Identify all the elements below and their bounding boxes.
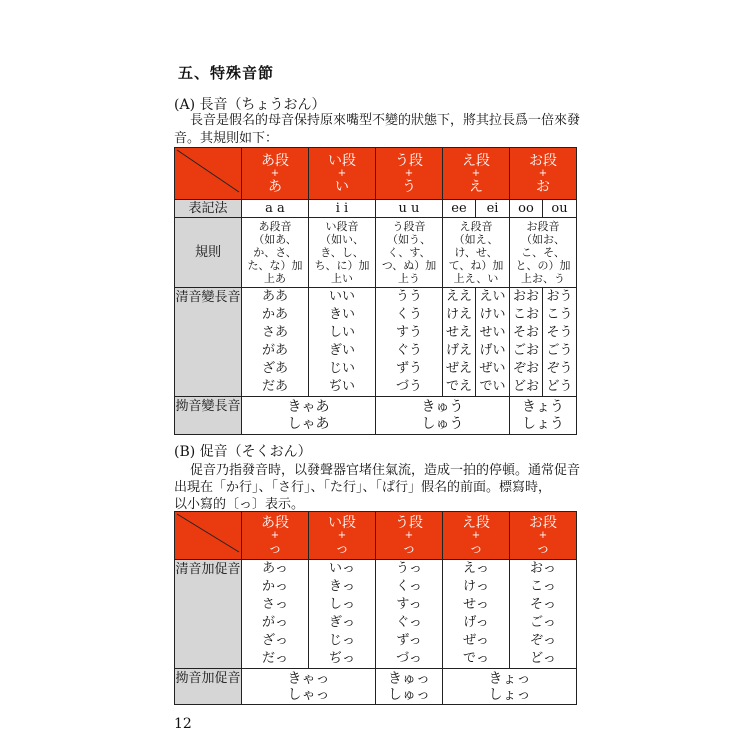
rule-e: え段音 （如え、 け、せ、 て、ね）加 上え、い [443, 218, 510, 288]
youon-long-kyo: きょう しょう [510, 397, 577, 435]
seion-long-ei: えい けい せい げい ぜい でい [476, 288, 510, 397]
sokuon-table [174, 511, 577, 705]
header-a-b: あ段 + っ [242, 512, 309, 560]
header-a: あ段 + あ [242, 148, 309, 200]
rule-u: う段音 （如う、 く、す、 つ、ぬ）加 上う [376, 218, 443, 288]
long-vowel-para-1: 長音是假名的母音保持原來嘴型不變的狀態下，將其拉長爲一倍來發 [190, 113, 581, 128]
sokuon-title: (B) 促音（そくおん） [174, 444, 312, 460]
youon-soku-kya: きゃっ しゃっ [242, 669, 376, 705]
rule-i: い段音 （如い、 き、し、 ち、に）加 上い [309, 218, 376, 288]
sokuon-para-2: 出現在「か行」、「さ行」、「た行」、「ぱ行」假名的前面。標寫時， [174, 480, 552, 495]
sokuon-para-3: 以小寫的〔っ〕表示。 [174, 497, 305, 512]
youon-long-kya: きゃあ しゃあ [242, 397, 376, 435]
seion-soku-u: うっ くっ すっ ぐっ ずっ づっ [376, 560, 443, 669]
seion-long-a: ああ かあ さあ があ ざあ だあ [242, 288, 309, 397]
diagonal-line [175, 512, 241, 554]
seion-soku-label: 清音加促音 [175, 560, 242, 669]
rule-label: 規則 [175, 218, 242, 288]
long-vowel-table [174, 147, 577, 435]
seion-long-ou: おう こう そう ごう ぞう どう [543, 288, 577, 397]
seion-long-i: いい きい しい ぎい じい ぢい [309, 288, 376, 397]
header-u: う段 + う [376, 148, 443, 200]
page-number: 12 [174, 716, 192, 732]
seion-long-label: 清音變長音 [175, 288, 242, 397]
seion-long-u: うう くう すう ぐう ずう づう [376, 288, 443, 397]
notation-a: a a [242, 200, 309, 218]
long-vowel-para-2: 音。其規則如下： [174, 131, 279, 146]
notation-ee: ee [443, 200, 476, 218]
sokuon-para-1: 促音乃指發音時，以發聲器官堵住氣流，造成一拍的停頓。通常促音 [190, 463, 581, 478]
header-e-b: え段 + っ [443, 512, 510, 560]
header-o-b: お段 + っ [510, 512, 577, 560]
youon-soku-kyo: きょっ しょっ [443, 669, 577, 705]
notation-ou: ou [543, 200, 577, 218]
notation-label: 表記法 [175, 200, 242, 218]
corner-cell [175, 148, 242, 200]
header-i-b: い段 + っ [309, 512, 376, 560]
seion-long-ee: ええ けえ せえ げえ ぜえ でえ [443, 288, 476, 397]
section-heading: 五、特殊音節 [178, 64, 275, 82]
seion-soku-i: いっ きっ しっ ぎっ じっ ぢっ [309, 560, 376, 669]
notation-oo: oo [510, 200, 543, 218]
diagonal-line [175, 148, 241, 194]
long-vowel-title: (A) 長音（ちょうおん） [174, 97, 326, 113]
seion-long-oo: おお こお そお ごお ぞお どお [510, 288, 543, 397]
seion-soku-o: おっ こっ そっ ごっ ぞっ どっ [510, 560, 577, 669]
youon-long-kyu: きゅう しゅう [376, 397, 510, 435]
youon-long-label: 拗音變長音 [175, 397, 242, 435]
seion-soku-a: あっ かっ さっ がっ ざっ だっ [242, 560, 309, 669]
rule-a: あ段音 （如あ、 か、さ、 た、な）加 上あ [242, 218, 309, 288]
header-e: え段 + え [443, 148, 510, 200]
seion-soku-e: えっ けっ せっ げっ ぜっ でっ [443, 560, 510, 669]
notation-u: u u [376, 200, 443, 218]
youon-soku-kyu: きゅっ しゅっ [376, 669, 443, 705]
header-i: い段 + い [309, 148, 376, 200]
header-o: お段 + お [510, 148, 577, 200]
notation-i: i i [309, 200, 376, 218]
corner-cell-b [175, 512, 242, 560]
header-u-b: う段 + っ [376, 512, 443, 560]
rule-o: お段音 （如お、 こ、そ、 と、の）加 上お、う [510, 218, 577, 288]
youon-soku-label: 拗音加促音 [175, 669, 242, 705]
notation-ei: ei [476, 200, 510, 218]
